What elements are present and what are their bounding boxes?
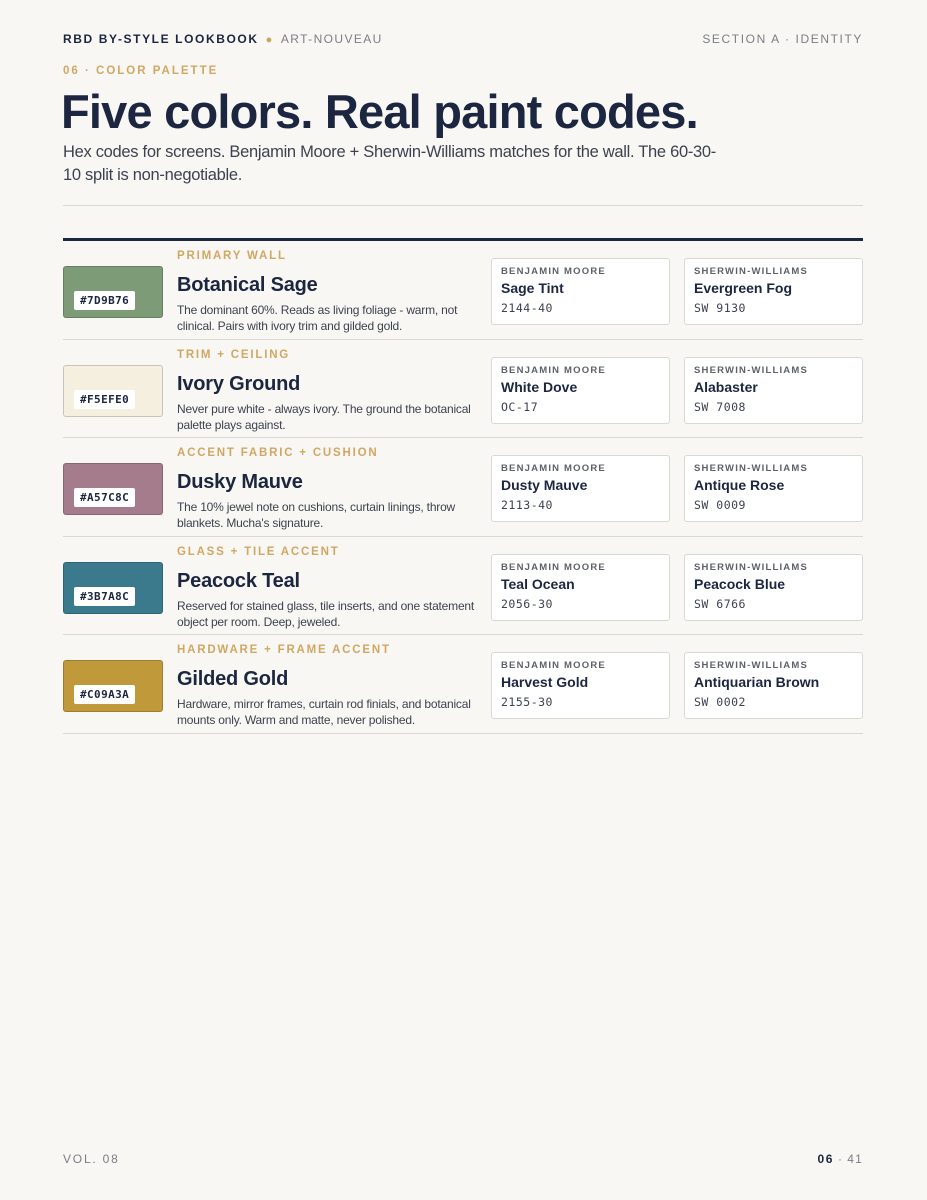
paint-brand: SHERWIN-WILLIAMS <box>694 561 809 573</box>
color-table <box>63 241 863 734</box>
color-description: Reserved for stained glass, tile inserts, and one statement object per room. Deep, jeweled. <box>177 598 475 629</box>
section-eyebrow: 06 · COLOR PALETTE <box>63 65 219 77</box>
brand-title: RBD BY-STYLE LOOKBOOK <box>63 32 259 46</box>
hex-code: #A57C8C <box>74 488 135 507</box>
paint-code: 2056-30 <box>501 596 553 611</box>
paint-name: Peacock Blue <box>694 575 786 592</box>
paint-name: Teal Ocean <box>501 575 575 592</box>
section-number: 06 <box>817 1152 835 1166</box>
color-swatch <box>63 266 163 318</box>
paint-brand: BENJAMIN MOORE <box>501 266 606 277</box>
paint-name: Antique Rose <box>694 477 785 493</box>
paint-brand: SHERWIN-WILLIAMS <box>694 266 809 277</box>
color-role: ACCENT FABRIC + CUSHION <box>177 447 379 459</box>
paint-brand: BENJAMIN MOORE <box>501 463 606 474</box>
color-role: GLASS + TILE ACCENT <box>177 545 340 558</box>
paint-code: OC-17 <box>501 399 539 414</box>
page-separator: · <box>838 1152 844 1166</box>
color-role: TRIM + CEILING <box>177 348 291 361</box>
brand-line <box>63 32 383 46</box>
paint-code: SW 0009 <box>694 498 746 512</box>
page-subhead: Hex codes for screens. Benjamin Moore + Sherwin-Williams matches for the wall. The 60-30-10 split is non-negotiable. <box>63 143 716 184</box>
sherwin-williams-card <box>684 554 863 621</box>
paint-code: 2155-30 <box>501 695 553 709</box>
paint-brand: SHERWIN-WILLIAMS <box>694 660 809 671</box>
paint-name: Antiquarian Brown <box>694 674 820 690</box>
hex-code: #F5EFE0 <box>74 390 135 409</box>
paint-name: Harvest Gold <box>501 674 589 690</box>
benjamin-moore-card <box>491 554 670 621</box>
color-description: Hardware, mirror frames, curtain rod finials, and botanical mounts only. Warm and matte, never polished. <box>177 697 471 727</box>
color-role: PRIMARY WALL <box>177 250 287 262</box>
paint-code: SW 0002 <box>694 695 746 709</box>
color-row <box>63 635 863 734</box>
color-swatch <box>63 463 163 515</box>
paint-code: 2144-40 <box>501 301 553 315</box>
benjamin-moore-card <box>491 357 670 424</box>
hex-code: #3B7A8C <box>74 587 135 606</box>
paint-brand: SHERWIN-WILLIAMS <box>694 463 809 474</box>
color-name: Botanical Sage <box>177 274 318 296</box>
benjamin-moore-card <box>491 652 670 719</box>
paint-code: SW 7008 <box>694 399 746 414</box>
divider <box>63 205 863 206</box>
volume-label: VOL. 08 <box>63 1152 120 1166</box>
paint-name: Evergreen Fog <box>694 280 793 296</box>
page-headline: Five colors. Real paint codes. <box>61 85 698 138</box>
color-description: The 10% jewel note on cushions, curtain linings, throw blankets. Mucha's signature. <box>177 500 456 530</box>
color-row <box>63 537 863 636</box>
color-swatch <box>63 562 163 614</box>
benjamin-moore-card <box>491 455 670 522</box>
paint-code: SW 9130 <box>694 301 746 315</box>
sherwin-williams-card <box>684 258 863 325</box>
color-name: Gilded Gold <box>177 668 289 690</box>
paint-name: White Dove <box>501 378 578 395</box>
style-name: ART-NOUVEAU <box>280 32 383 46</box>
paint-brand: BENJAMIN MOORE <box>501 660 606 671</box>
color-description: The dominant 60%. Reads as living foliage - warm, not clinical. Pairs with ivory trim and gilded gold. <box>177 303 458 333</box>
top-bar <box>63 32 863 48</box>
color-swatch <box>63 365 163 417</box>
lookbook-page <box>63 0 863 1200</box>
color-name: Dusky Mauve <box>177 471 303 493</box>
paint-brand: BENJAMIN MOORE <box>501 561 606 573</box>
paint-code: 2113-40 <box>501 498 553 512</box>
paint-name: Alabaster <box>694 378 758 395</box>
paint-brand: BENJAMIN MOORE <box>501 364 606 376</box>
sherwin-williams-card <box>684 455 863 522</box>
page-count: 41 <box>847 1152 863 1166</box>
color-row <box>63 241 863 340</box>
paint-name: Dusty Mauve <box>501 477 588 493</box>
sherwin-williams-card <box>684 357 863 424</box>
color-name: Peacock Teal <box>177 569 300 592</box>
color-description: Never pure white - always ivory. The ground the botanical palette plays against. <box>177 401 471 432</box>
page-number <box>817 1152 863 1166</box>
color-row <box>63 340 863 439</box>
benjamin-moore-card <box>491 258 670 325</box>
hex-code: #C09A3A <box>74 685 135 704</box>
paint-name: Sage Tint <box>501 280 564 296</box>
color-swatch <box>63 660 163 712</box>
bullet-dot: ● <box>265 34 274 46</box>
color-name: Ivory Ground <box>177 372 301 395</box>
color-role: HARDWARE + FRAME ACCENT <box>177 644 391 656</box>
section-label: SECTION A · IDENTITY <box>702 32 863 46</box>
paint-code: SW 6766 <box>694 596 746 611</box>
sherwin-williams-card <box>684 652 863 719</box>
paint-brand: SHERWIN-WILLIAMS <box>694 364 809 376</box>
color-row <box>63 438 863 537</box>
hex-code: #7D9B76 <box>74 291 135 310</box>
